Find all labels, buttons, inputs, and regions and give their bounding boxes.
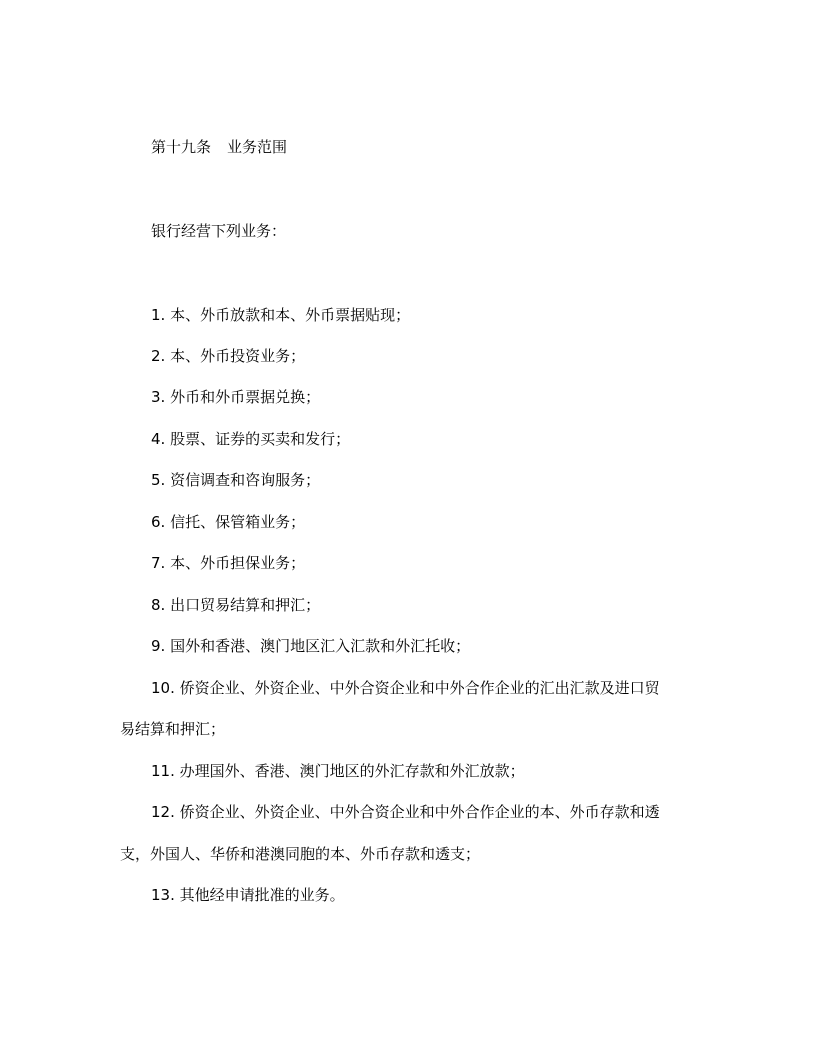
list-item-8: 8. 出口贸易结算和押汇； (151, 596, 321, 614)
list-item-7: 7. 本、外币担保业务； (151, 554, 306, 572)
list-item-10-continuation: 易结算和押汇； (120, 720, 226, 738)
list-item-1: 1. 本、外币放款和本、外币票据贴现； (151, 306, 411, 324)
intro-paragraph: 银行经营下列业务： (151, 222, 287, 240)
list-item-2: 2. 本、外币投资业务； (151, 347, 306, 365)
list-item-12: 12. 侨资企业、外资企业、中外合资企业和中外合作企业的本、外币存款和透 (151, 803, 660, 821)
list-item-10: 10. 侨资企业、外资企业、中外合资企业和中外合作企业的汇出汇款及进口贸 (151, 679, 660, 697)
list-item-11: 11. 办理国外、香港、澳门地区的外汇存款和外汇放款； (151, 762, 525, 780)
article-number: 第十九条 (151, 138, 212, 156)
list-item-13: 13. 其他经申请批准的业务。 (151, 886, 345, 904)
list-item-6: 6. 信托、保管箱业务； (151, 513, 306, 531)
list-item-9: 9. 国外和香港、澳门地区汇入汇款和外汇托收； (151, 637, 471, 655)
list-item-4: 4. 股票、证券的买卖和发行； (151, 430, 351, 448)
list-item-5: 5. 资信调查和咨询服务； (151, 471, 321, 489)
list-item-12-continuation: 支，外国人、华侨和港澳同胞的本、外币存款和透支； (120, 845, 481, 863)
list-item-3: 3. 外币和外币票据兑换； (151, 388, 321, 406)
article-title: 业务范围 (227, 138, 288, 156)
article-heading (151, 137, 287, 157)
